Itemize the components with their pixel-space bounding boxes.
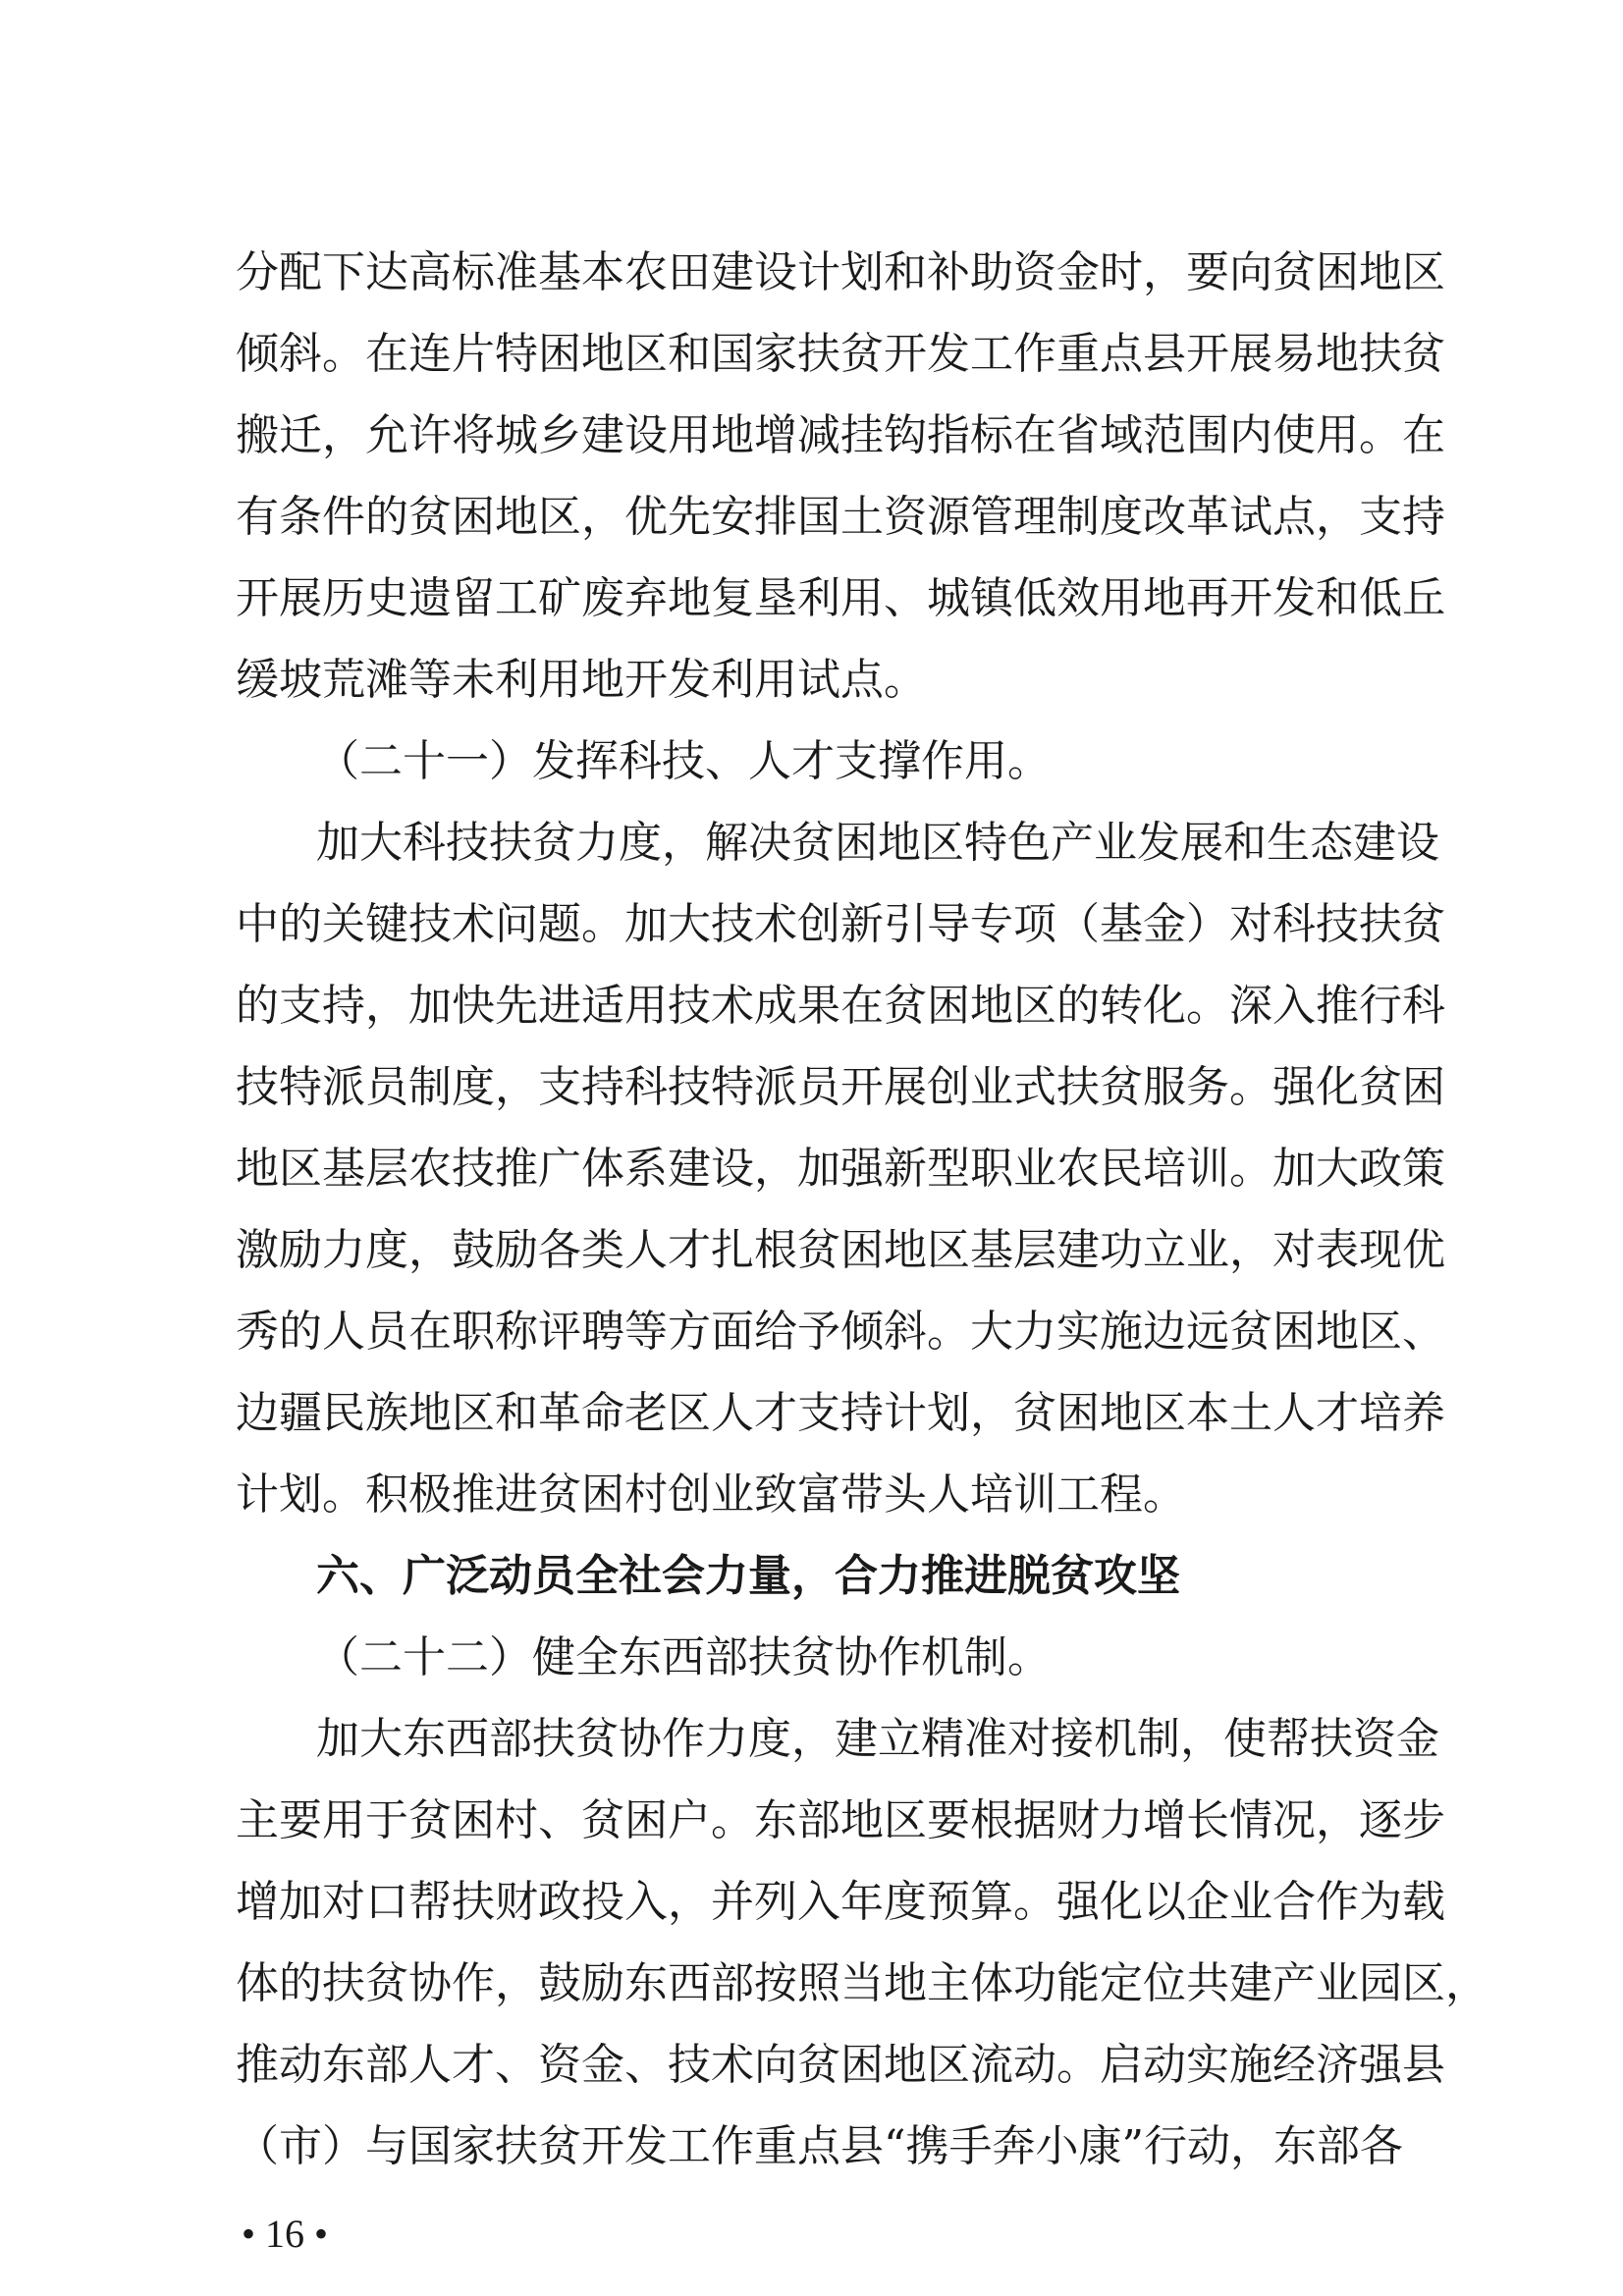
body-text-line: 加大科技扶贫力度，解决贫困地区特色产业发展和生态建设 — [316, 818, 1439, 868]
body-text-line: 技特派员制度，支持科技特派员开展创业式扶贫服务。强化贫困 — [236, 1062, 1445, 1112]
body-text-line: 增加对口帮扶财政投入，并列入年度预算。强化以企业合作为载 — [236, 1877, 1445, 1927]
body-text-line: 开展历史遗留工矿废弃地复垦利用、城镇低效用地再开发和低丘 — [236, 573, 1445, 623]
body-text-line: （市）与国家扶贫开发工作重点县“携手奔小康”行动，东部各 — [236, 2121, 1403, 2171]
body-text-line: 边疆民族地区和革命老区人才支持计划，贫困地区本土人才培养 — [236, 1388, 1445, 1438]
body-text-line: 秀的人员在职称评聘等方面给予倾斜。大力实施边远贫困地区、 — [236, 1307, 1445, 1357]
body-text-line: 的支持，加快先进适用技术成果在贫困地区的转化。深入推行科 — [236, 981, 1445, 1031]
body-text-line: 地区基层农技推广体系建设，加强新型职业农民培训。加大政策 — [236, 1144, 1445, 1194]
page-number: • 16 • — [242, 2212, 329, 2256]
body-text-line: 加大东西部扶贫协作力度，建立精准对接机制，使帮扶资金 — [316, 1714, 1439, 1764]
body-text-line: 中的关键技术问题。加大技术创新引导专项（基金）对科技扶贫 — [236, 899, 1445, 949]
body-text-line: 计划。积极推进贫困村创业致富带头人培训工程。 — [236, 1469, 1186, 1520]
chapter-heading-6: 六、广泛动员全社会力量，合力推进脱贫攻坚 — [316, 1551, 1180, 1601]
body-text-line: 推动东部人才、资金、技术向贫困地区流动。启动实施经济强县 — [236, 2040, 1445, 2090]
body-text-line: 分配下达高标准基本农田建设计划和补助资金时，要向贫困地区 — [236, 247, 1445, 297]
body-text-line: 缓坡荒滩等未利用地开发利用试点。 — [236, 655, 927, 705]
body-text-line: 主要用于贫困村、贫困户。东部地区要根据财力增长情况，逐步 — [236, 1795, 1445, 1845]
section-heading-21: （二十一）发挥科技、人才支撑作用。 — [316, 736, 1051, 786]
body-text-line: 搬迁，允许将城乡建设用地增减挂钩指标在省域范围内使用。在 — [236, 410, 1445, 460]
body-text-line: 倾斜。在连片特困地区和国家扶贫开发工作重点县开展易地扶贫 — [236, 329, 1445, 379]
body-text-line: 有条件的贫困地区，优先安排国土资源管理制度改革试点，支持 — [236, 492, 1445, 542]
body-text-line: 体的扶贫协作，鼓励东西部按照当地主体功能定位共建产业园区， — [236, 1958, 1488, 2008]
section-heading-22: （二十二）健全东西部扶贫协作机制。 — [316, 1632, 1051, 1682]
body-text-line: 激励力度，鼓励各类人才扎根贫困地区基层建功立业，对表现优 — [236, 1225, 1445, 1275]
